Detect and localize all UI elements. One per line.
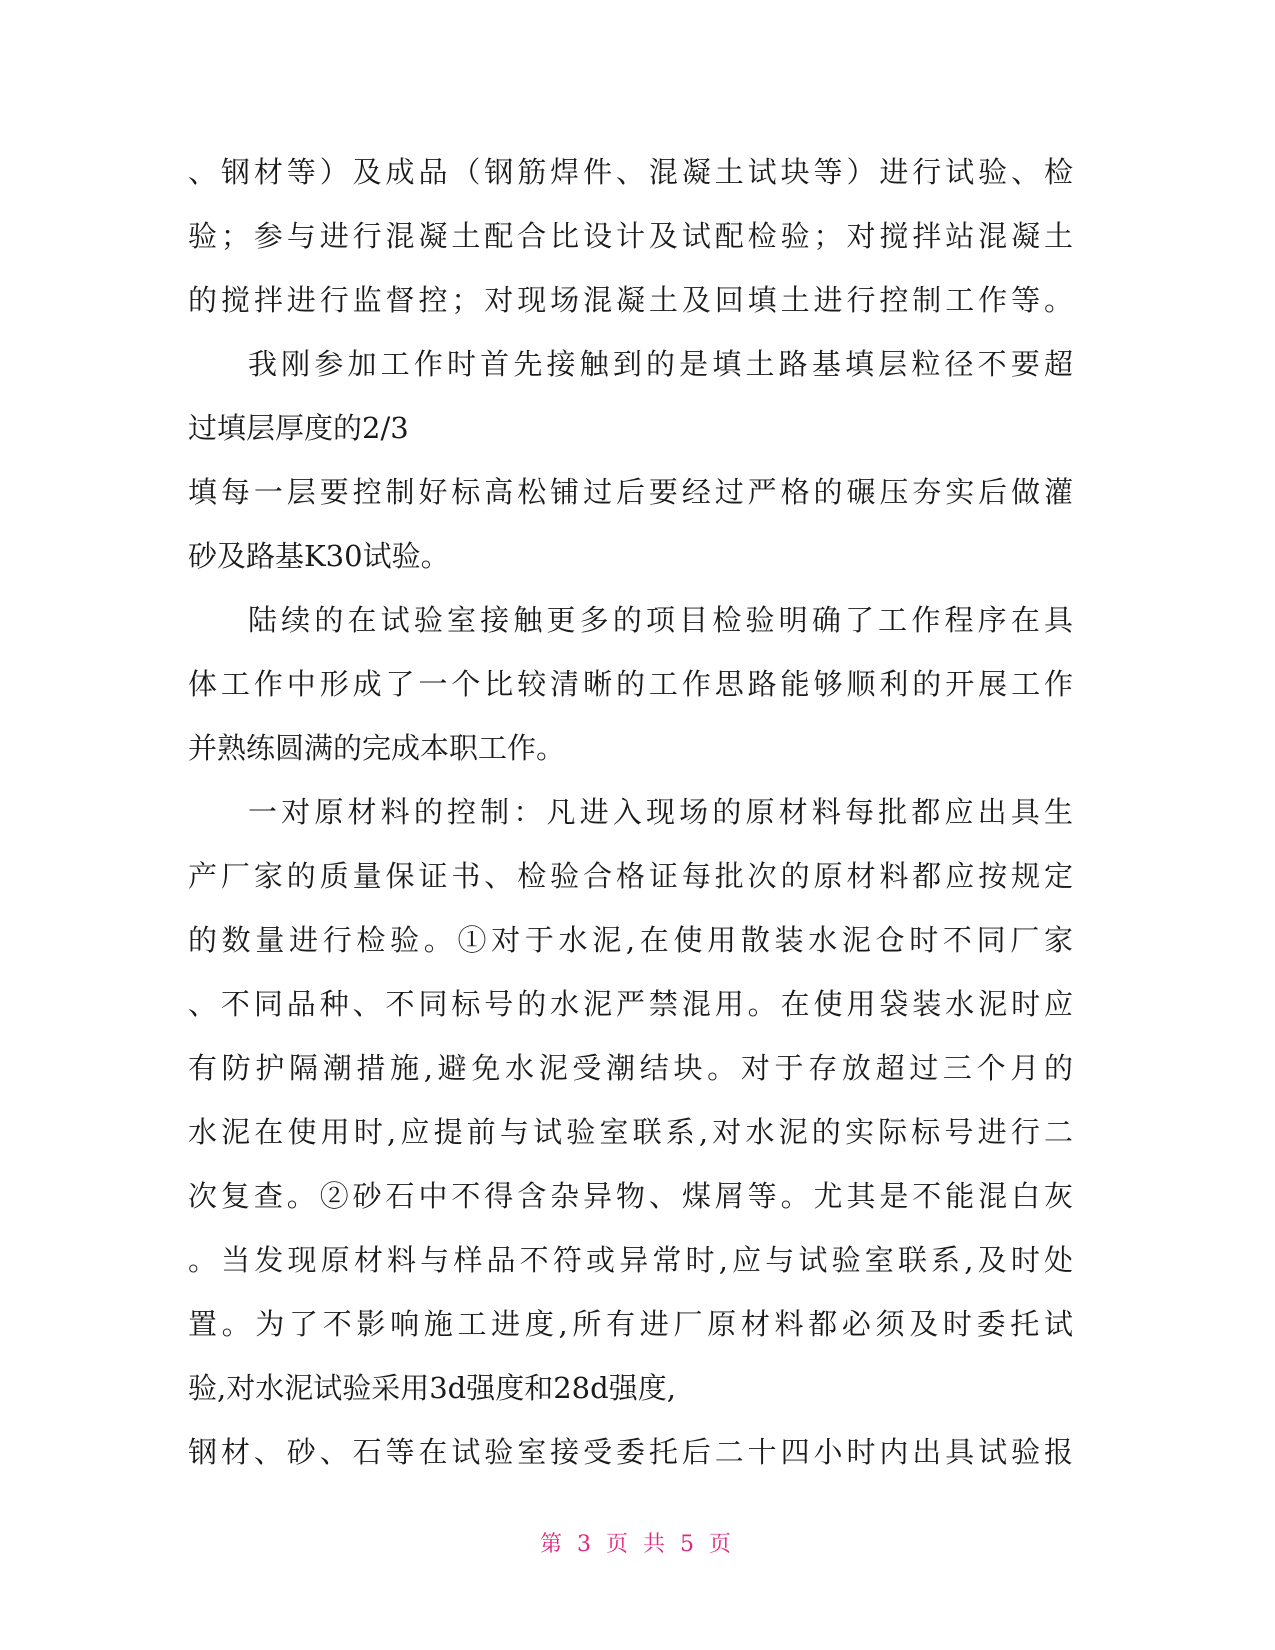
- text-line: 钢材、砂、石等在试验室接受委托后二十四小时内出具试验报: [188, 1435, 1073, 1469]
- text-line: 次复查。②砂石中不得含杂异物、煤屑等。尤其是不能混白灰: [188, 1179, 1073, 1213]
- text-line: 水泥在使用时,应提前与试验室联系,对水泥的实际标号进行二: [188, 1115, 1073, 1149]
- text-line: 的数量进行检验。①对于水泥,在使用散装水泥仓时不同厂家: [188, 923, 1073, 957]
- text-line: 填每一层要控制好标高松铺过后要经过严格的碾压夯实后做灌: [188, 475, 1073, 509]
- paragraph-first-line: 一对原材料的控制：凡进入现场的原材料每批都应出具生: [248, 795, 1073, 829]
- page-number-footer: 第 3 页 共 5 页: [540, 1532, 735, 1557]
- text-line: 、钢材等）及成品（钢筋焊件、混凝土试块等）进行试验、检: [188, 155, 1073, 189]
- text-line: 有防护隔潮措施,避免水泥受潮结块。对于存放超过三个月的: [188, 1051, 1073, 1085]
- text-line: 的搅拌进行监督控；对现场混凝土及回填土进行控制工作等。: [188, 283, 1073, 317]
- text-line: 置。为了不影响施工进度,所有进厂原材料都必须及时委托试: [188, 1307, 1073, 1341]
- paragraph-first-line: 陆续的在试验室接触更多的项目检验明确了工作程序在具: [248, 603, 1073, 637]
- text-line: 、不同品种、不同标号的水泥严禁混用。在使用袋装水泥时应: [188, 987, 1073, 1021]
- text-line: 。当发现原材料与样品不符或异常时,应与试验室联系,及时处: [188, 1243, 1073, 1277]
- text-line: 产厂家的质量保证书、检验合格证每批次的原材料都应按规定: [188, 859, 1073, 893]
- text-line: 验；参与进行混凝土配合比设计及试配检验；对搅拌站混凝土: [188, 219, 1073, 253]
- text-line: 过填层厚度的2/3: [188, 411, 409, 445]
- paragraph-first-line: 我刚参加工作时首先接触到的是填土路基填层粒径不要超: [248, 347, 1073, 381]
- text-line: 砂及路基K30试验。: [188, 539, 450, 573]
- text-line: 并熟练圆满的完成本职工作。: [188, 731, 566, 765]
- text-line: 体工作中形成了一个比较清晰的工作思路能够顺利的开展工作: [188, 667, 1073, 701]
- text-line: 验,对水泥试验采用3d强度和28d强度,: [188, 1371, 676, 1405]
- body-text: [188, 140, 1073, 1484]
